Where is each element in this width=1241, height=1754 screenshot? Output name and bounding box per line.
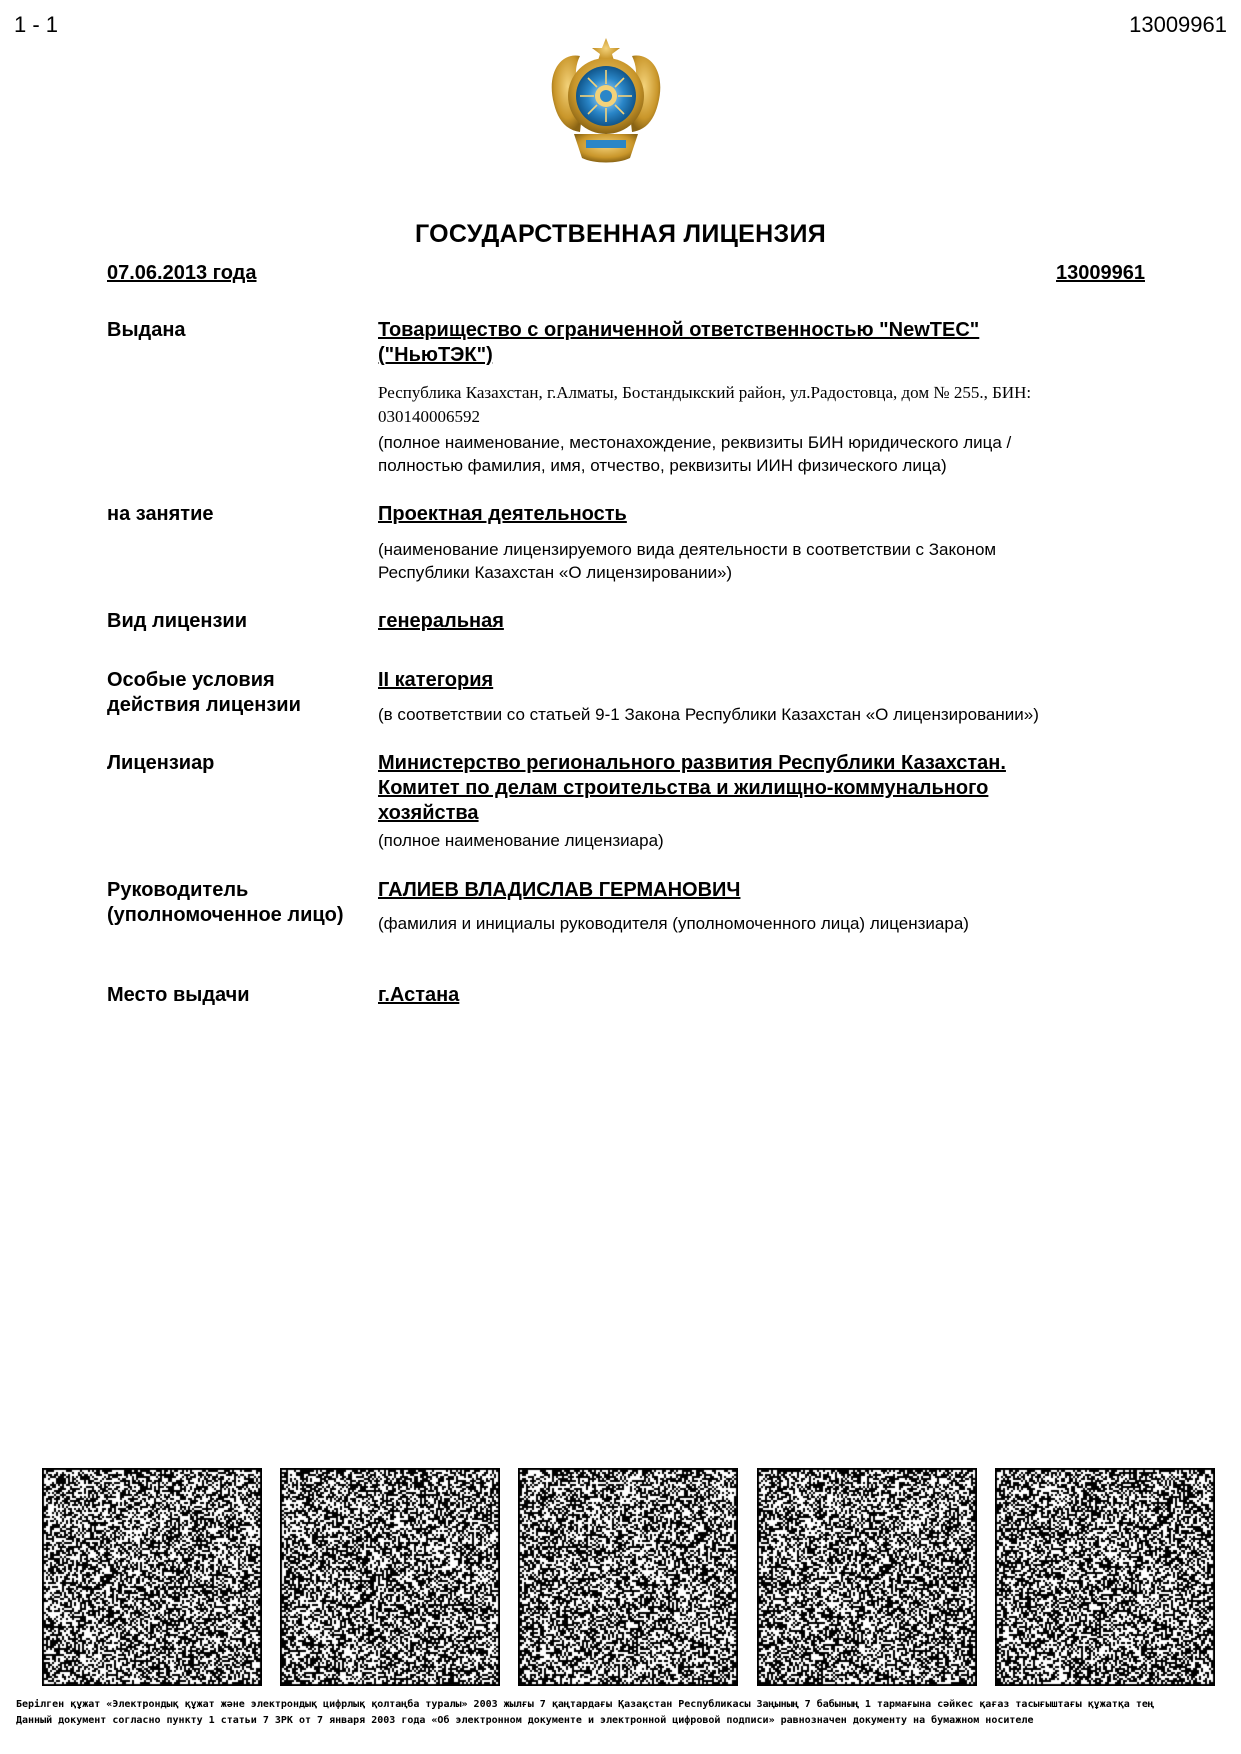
activity-note-line1: (наименование лицензируемого вида деятельности в соответствии с Законом (378, 540, 997, 559)
document-title: ГОСУДАРСТВЕННАЯ ЛИЦЕНЗИЯ (414, 220, 827, 248)
issued-to-address-line1: Республика Казахстан, г.Алматы, Бостандыкский район, ул.Радостовца, дом № 255., БИН: (378, 383, 1032, 402)
special-conditions-label-line2: действия лицензии (107, 694, 301, 716)
issued-to-note-line1: (полное наименование, местонахождение, реквизиты БИН юридического лица / (378, 433, 1012, 452)
head-label-line1: Руководитель (107, 879, 249, 901)
head-label-line2: (уполномоченное лицо) (107, 904, 344, 926)
footer-legal-ru: Данный документ согласно пункту 1 статьи 7 ЗРК от 7 января 2003 года «Об электронном документе и электронной цифровой подписи» равнозначен документу на бумажном носителе (16, 1715, 1034, 1726)
head-value: ГАЛИЕВ ВЛАДИСЛАВ ГЕРМАНОВИЧ (378, 879, 741, 901)
issued-to-value-line1: Товарищество с ограниченной ответственностью "NewTEC" (378, 319, 980, 341)
activity-label: на занятие (107, 503, 214, 525)
special-conditions-value: II категория (378, 669, 494, 691)
qr-code-2 (280, 1468, 500, 1686)
licensor-value-line1: Министерство регионального развития Республики Казахстан. (378, 752, 1006, 774)
page-indicator: 1 - 1 (14, 12, 59, 37)
licensor-label: Лицензиар (107, 752, 215, 774)
licensor-value-line3: хозяйства (378, 802, 479, 824)
license-type-value: генеральная (378, 610, 504, 632)
issue-date: 07.06.2013 года (107, 262, 257, 284)
licensor-value-line2: Комитет по делам строительства и жилищно-коммунального (378, 777, 989, 799)
footer-legal-kz: Берілген құжат «Электрондық құжат және электрондық цифрлық қолтаңба туралы» 2003 жылғы 7 қаңтардағы Қазақстан Республикасы Заңының 7 бабының 1 тармағына сәйкес қағаз тасығыштағы құжатқа тең (16, 1699, 1154, 1710)
place-label: Место выдачи (107, 984, 250, 1006)
qr-code-5 (995, 1468, 1215, 1686)
activity-note-line2: Республики Казахстан «О лицензировании») (378, 563, 733, 582)
license-type-label: Вид лицензии (107, 610, 248, 632)
issued-to-note-line2: полностью фамилия, имя, отчество, реквизиты ИИН физического лица) (378, 456, 947, 475)
special-conditions-label-line1: Особые условия (107, 669, 275, 691)
issued-to-value-line2: ("НьюТЭК") (378, 344, 493, 366)
place-value: г.Астана (378, 984, 460, 1006)
licensor-note: (полное наименование лицензиара) (378, 831, 664, 850)
special-conditions-note: (в соответствии со статьей 9-1 Закона Республики Казахстан «О лицензировании») (378, 705, 1039, 724)
license-number: 13009961 (1056, 262, 1145, 284)
issued-to-address-line2: 030140006592 (378, 407, 480, 426)
state-emblem-icon (540, 34, 672, 170)
document-number-header: 13009961 (1129, 12, 1227, 37)
qr-code-1 (42, 1468, 262, 1686)
qr-code-4 (757, 1468, 977, 1686)
issued-to-label: Выдана (107, 319, 186, 341)
head-note: (фамилия и инициалы руководителя (уполномоченного лица) лицензиара) (378, 914, 969, 933)
activity-value: Проектная деятельность (378, 503, 627, 525)
qr-code-3 (518, 1468, 738, 1686)
